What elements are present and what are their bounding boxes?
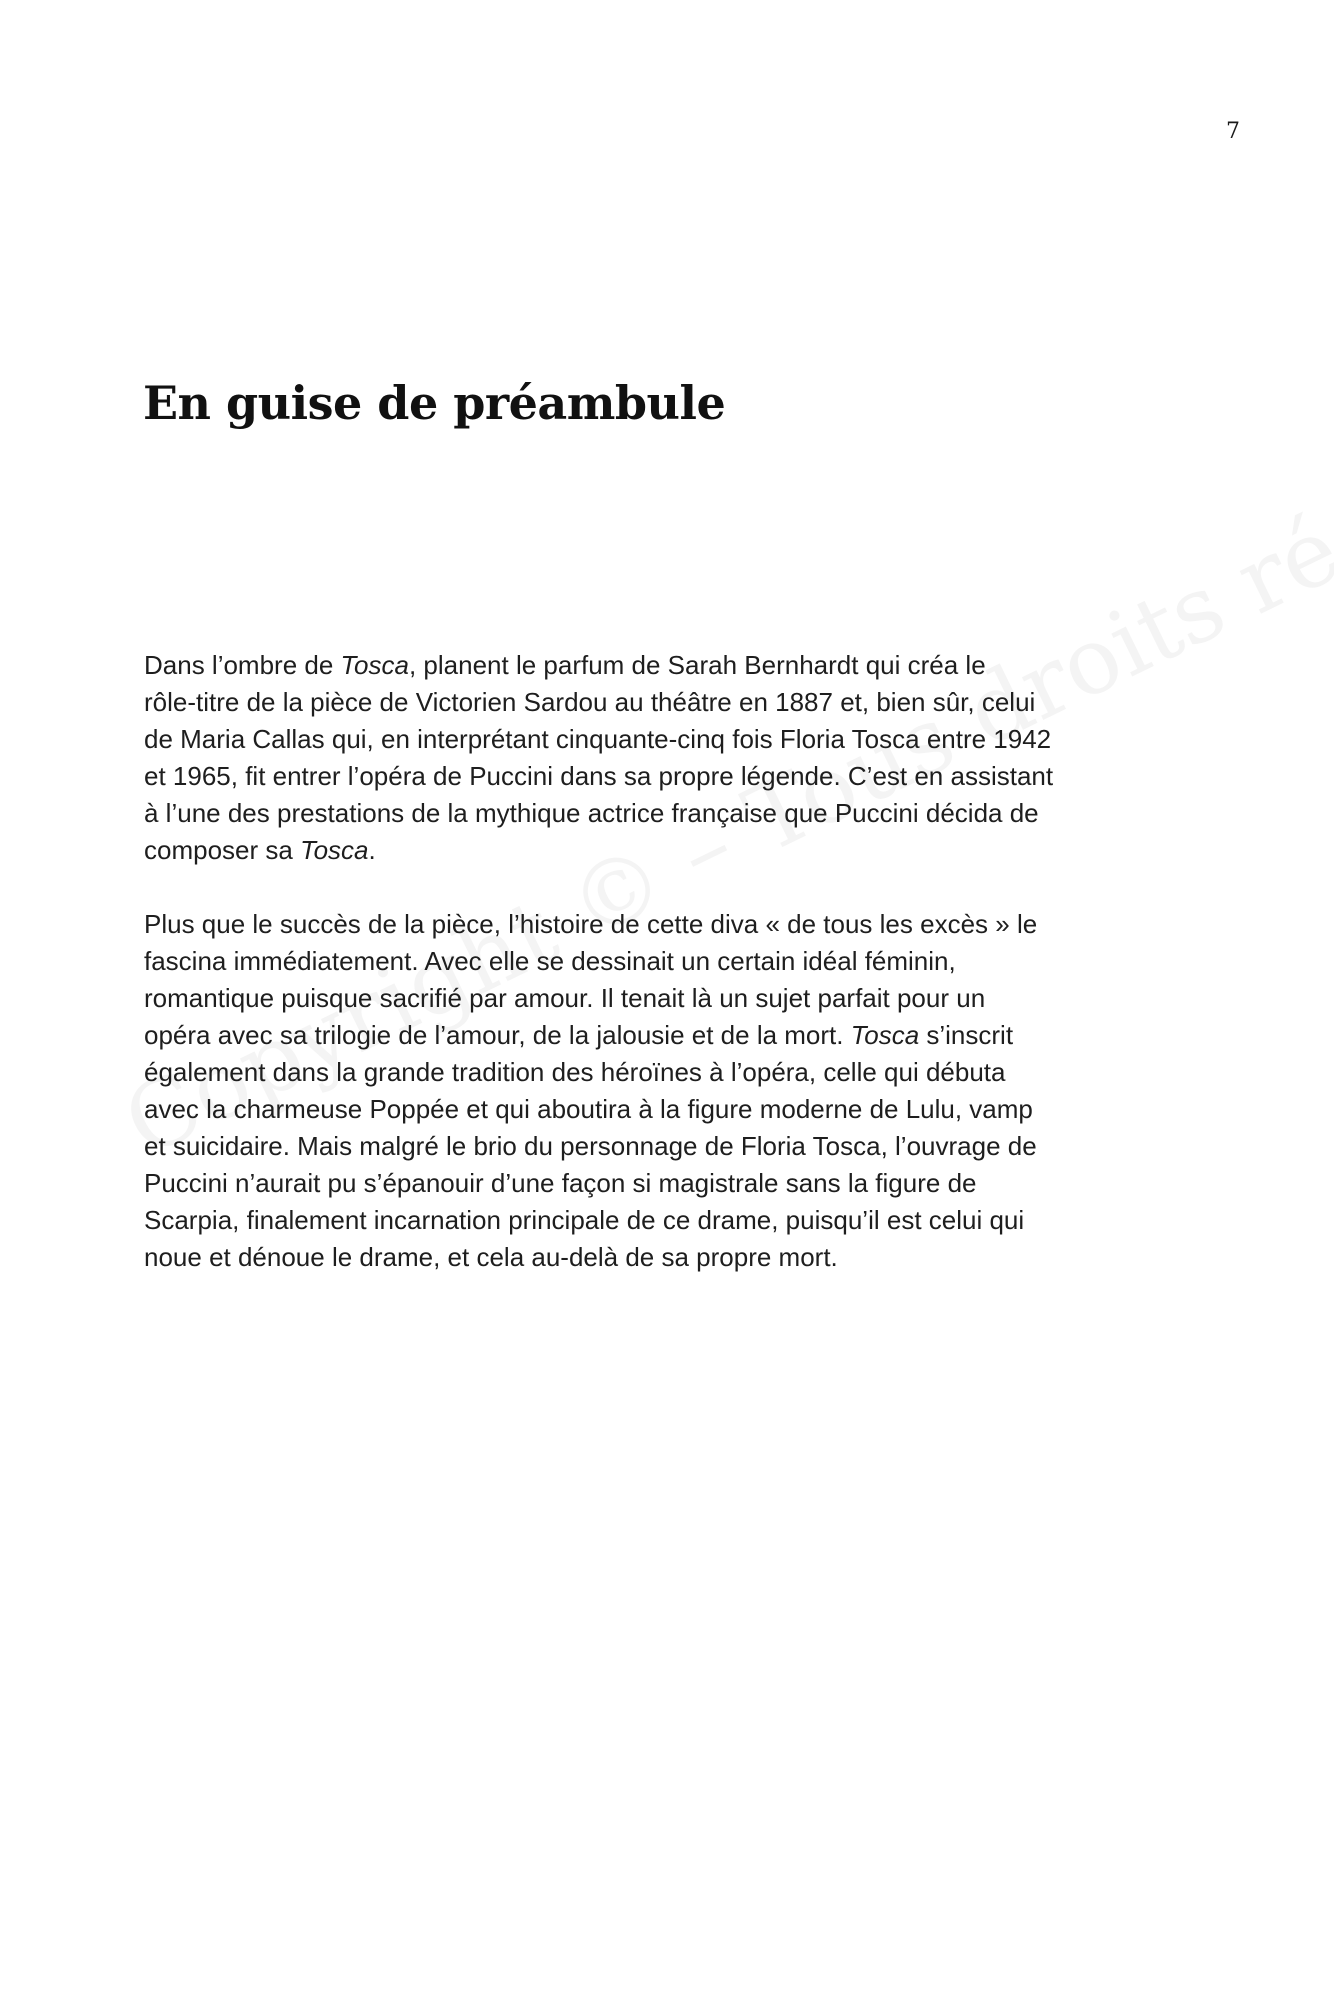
text-line: également dans la grande tradition des héroïnes à l’opéra, celle qui débuta	[144, 1057, 1006, 1087]
text-line: de Maria Callas qui, en interprétant cinquante-cinq fois Floria Tosca entre 1942	[144, 724, 1052, 754]
chapter-title: En guise de préambule	[143, 376, 726, 430]
text-line: noue et dénoue le drame, et cela au-delà de sa propre mort.	[144, 1242, 838, 1272]
text-line: Puccini n’aurait pu s’épanouir d’une façon si magistrale sans la figure de	[144, 1168, 977, 1198]
paragraph	[144, 647, 1219, 869]
text-line: et suicidaire. Mais malgré le brio du personnage de Floria Tosca, l’ouvrage de	[144, 1131, 1037, 1161]
text-line: avec la charmeuse Poppée et qui aboutira à la figure moderne de Lulu, vamp	[144, 1094, 1033, 1124]
body-text	[144, 647, 1219, 1313]
page-number: 7	[1226, 119, 1240, 144]
italic-title: Tosca	[300, 835, 369, 865]
paragraph	[144, 906, 1219, 1276]
italic-title: Tosca	[340, 650, 409, 680]
text-line: opéra avec sa trilogie de l’amour, de la jalousie et de la mort. Tosca s’inscrit	[144, 1020, 1014, 1050]
italic-title: Tosca	[850, 1020, 920, 1050]
text-line: et 1965, fit entrer l’opéra de Puccini dans sa propre légende. C’est en assistant	[144, 761, 1054, 791]
text-line: Plus que le succès de la pièce, l’histoire de cette diva « de tous les excès » le	[144, 909, 1038, 939]
text-line: Scarpia, finalement incarnation principale de ce drame, puisqu’il est celui qui	[144, 1205, 1025, 1235]
text-line: à l’une des prestations de la mythique actrice française que Puccini décida de	[144, 798, 1039, 828]
text-line: rôle-titre de la pièce de Victorien Sardou au théâtre en 1887 et, bien sûr, celui	[144, 687, 1036, 717]
text-line: composer sa Tosca.	[144, 835, 376, 865]
text-line: Dans l’ombre de Tosca, planent le parfum de Sarah Bernhardt qui créa le	[144, 650, 986, 680]
text-line: fascina immédiatement. Avec elle se dessinait un certain idéal féminin,	[144, 946, 956, 976]
text-line: romantique puisque sacrifié par amour. Il tenait là un sujet parfait pour un	[144, 983, 986, 1013]
